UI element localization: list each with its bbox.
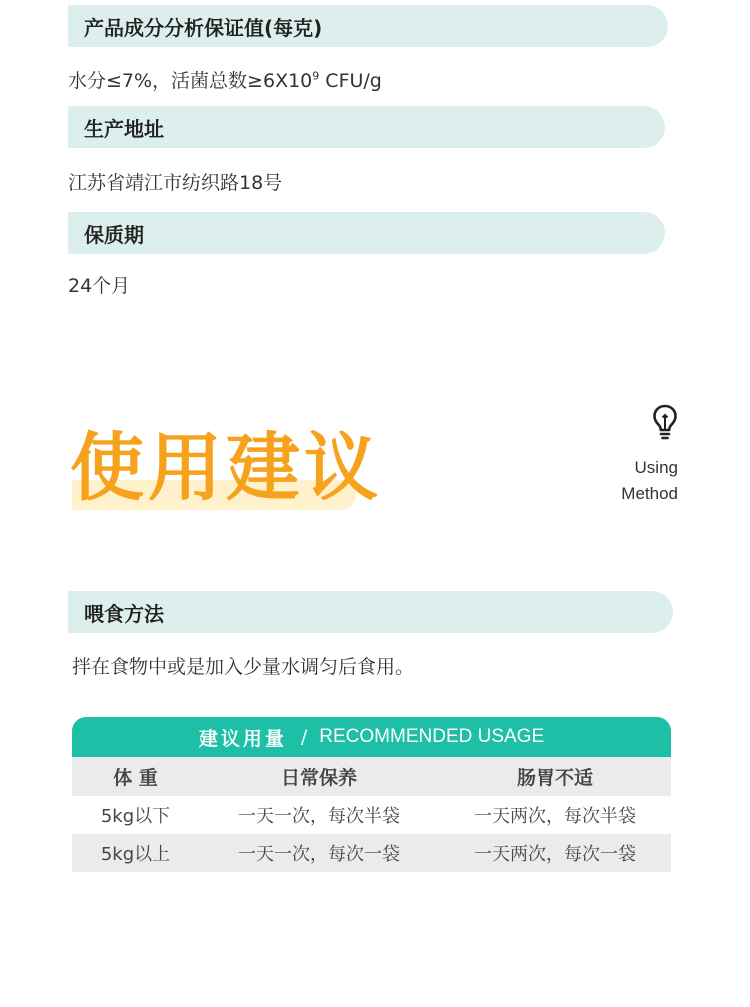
section-title-shelf-life: 保质期 [84,222,144,247]
column-header-digestive-upset: 肠胃不适 [516,767,593,789]
column-header-weight: 体 重 [113,767,158,789]
analysis-content-main: 水分≤7%，活菌总数≥6X10 [68,70,313,92]
analysis-exponent: 9 [312,69,320,83]
table-cell: 一天一次，每次半袋 [238,806,400,827]
table-row [72,834,671,872]
analysis-content [68,66,382,93]
recommended-usage-table [72,717,671,872]
section-title-feeding: 喂食方法 [84,601,164,626]
section-bar-feeding [68,591,673,633]
shelf-life-content: 24个月 [68,275,131,297]
section-title-analysis: 产品成分分析保证值(每克) [84,15,323,40]
section-bar-shelf-life [68,212,665,254]
feeding-content: 拌在食物中或是加入少量水调匀后食用。 [72,656,415,678]
usage-heading [70,420,382,516]
table-cell: 一天一次，每次一袋 [238,844,400,865]
english-subtitle-line1: Using [634,458,678,477]
table-cell: 一天两次，每次半袋 [474,806,636,827]
table-title-en: RECOMMENDED USAGE [319,726,545,747]
table-header-row [72,757,671,796]
column-header-daily-care: 日常保养 [280,767,357,789]
lightbulb-icon [652,404,678,440]
table-cell: 一天两次，每次一袋 [474,844,636,865]
section-bar-analysis [68,5,668,47]
table-title [72,717,671,757]
section-bar-address [68,106,665,148]
table-title-cn: 建议用量 [198,727,287,750]
table-title-separator: / [300,726,308,748]
table-row [72,796,671,834]
usage-title: 使用建议 [70,425,382,511]
section-title-address: 生产地址 [84,116,164,141]
table-cell: 5kg以上 [100,844,171,865]
address-content: 江苏省靖江市纺织路18号 [68,172,283,194]
analysis-unit: CFU/g [319,70,382,92]
table-cell: 5kg以下 [100,806,171,827]
english-subtitle [621,455,678,507]
english-subtitle-line2: Method [621,484,678,503]
